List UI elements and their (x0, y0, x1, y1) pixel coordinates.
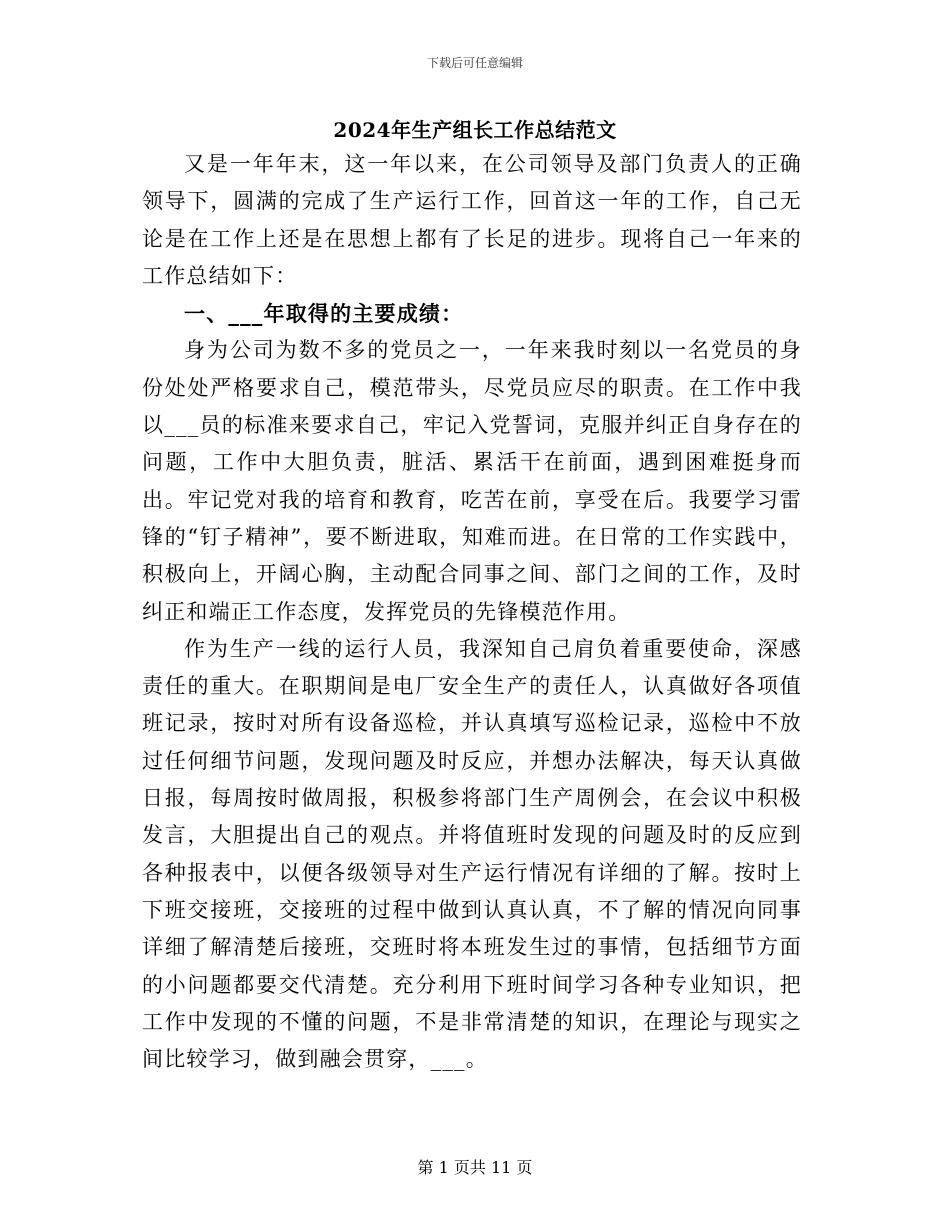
page-number: 第 1 页共 11 页 (417, 1158, 533, 1177)
operations-paragraph: 作为生产一线的运行人员，我深知自己肩负着重要使命，深感责任的重大。在职期间是电厂安全生产的责任人，认真做好各项值班记录，按时对所有设备巡检，并认真填写巡检记录，巡检中不放过任何细节问题，发现问题及时反应，并想办法解决，每天认真做日报，每周按时做周报，积极参将部门生产周例会，在会议中积极发言，大胆提出自己的观点。并将值班时发现的问题及时的反应到各种报表中，以便各级领导对生产运行情况有详细的了解。按时上下班交接班，交接班的过程中做到认真认真，不了解的情况向同事详细了解清楚后接班，交班时将本班发生过的事情，包括细节方面的小问题都要交代清楚。充分利用下班时间学习各种专业知识，把工作中发现的不懂的问题，不是非常清楚的知识，在理论与现实之间比较学习，做到融会贯穿，___。 (142, 636, 802, 1072)
section-heading: 一、___年取得的主要成绩： (184, 301, 464, 327)
party-member-paragraph: 身为公司为数不多的党员之一，一年来我时刻以一名党员的身份处处严格要求自己，模范带头，尽党员应尽的职责。在工作中我以___员的标准来要求自己，牢记入党誓词，克服并纠正自身存在的问题，工作中大胆负责，脏活、累活干在前面，遇到困难挺身而出。牢记党对我的培育和教育，吃苦在前，享受在后。我要学习雷锋的“钉子精神”，要不断进取，知难而进。在日常的工作实践中，积极向上，开阔心胸，主动配合同事之间、部门之间的工作，及时纠正和端正工作态度，发挥党员的先锋模范作用。 (142, 338, 802, 624)
intro-paragraph: 又是一年年末，这一年以来，在公司领导及部门负责人的正确领导下，圆满的完成了生产运行工作，回首这一年的工作，自己无论是在工作上还是在思想上都有了长足的进步。现将自己一年来的工作总结如下： (142, 152, 802, 288)
document-title: 2024年生产组长工作总结范文 (333, 118, 617, 142)
header-note: 下载后可任意编辑 (426, 56, 523, 70)
document-body (142, 146, 802, 1078)
